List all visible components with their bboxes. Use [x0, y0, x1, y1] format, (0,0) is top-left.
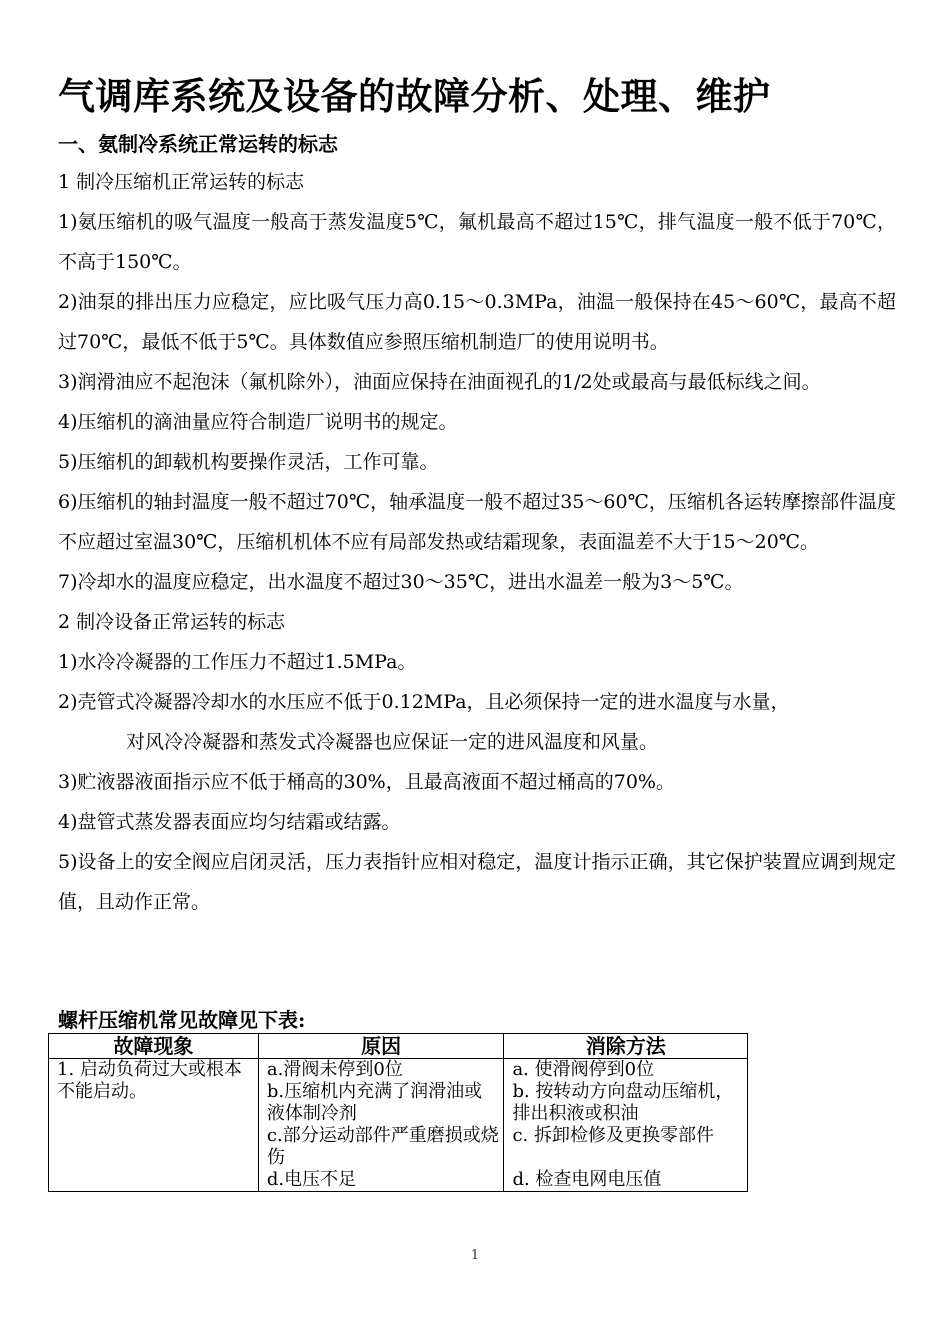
paragraph: 1)氨压缩机的吸气温度一般高于蒸发温度5℃，氟机最高不超过15℃，排气温度一般不低于70℃，不高于150℃。: [58, 211, 896, 273]
remedy-item: b. 按转动方向盘动压缩机，排出积液或积油: [512, 1081, 734, 1124]
column-header: 消除方法: [504, 1034, 748, 1059]
cause-item: c.部分运动部件严重磨损或烧伤: [266, 1125, 499, 1168]
paragraph: 5)设备上的安全阀应启闭灵活，压力表指针应相对稳定，温度计指示正确，其它保护装置应调到规定值，且动作正常。: [58, 851, 896, 913]
paragraph-continuation: 对风冷冷凝器和蒸发式冷凝器也应保证一定的进风温度和风量。: [126, 731, 659, 753]
cause-cell: [258, 1059, 504, 1192]
paragraph: 4)盘管式蒸发器表面应均匀结霜或结露。: [58, 811, 401, 833]
paragraph: 2)壳管式冷凝器冷却水的水压应不低于0.12MPa，且必须保持一定的进水温度与水量，: [58, 691, 790, 713]
section-heading: 一、氨制冷系统正常运转的标志: [58, 132, 338, 156]
cause-item: d.电压不足: [266, 1169, 357, 1190]
table-caption: 螺杆压缩机常见故障见下表:: [58, 1008, 306, 1032]
cell-spacer: [512, 1147, 743, 1169]
paragraph: 6)压缩机的轴封温度一般不超过70℃，轴承温度一般不超过35～60℃，压缩机各运转摩擦部件温度不应超过室温30℃，压缩机机体不应有局部发热或结霜现象，表面温差不大于15～20℃。: [58, 491, 896, 553]
cause-item: b.压缩机内充满了润滑油或液体制冷剂: [266, 1081, 483, 1124]
subsection-heading: 1 制冷压缩机正常运转的标志: [58, 171, 305, 193]
column-header: 原因: [258, 1034, 504, 1059]
paragraph: 1)水冷冷凝器的工作压力不超过1.5MPa。: [58, 651, 417, 673]
table-header-row: [49, 1034, 748, 1059]
paragraph: 4)压缩机的滴油量应符合制造厂说明书的规定。: [58, 411, 458, 433]
column-header: 故障现象: [49, 1034, 259, 1059]
table-row: [49, 1059, 748, 1192]
body-text: [58, 162, 896, 922]
paragraph: 5)压缩机的卸载机构要操作灵活，工作可靠。: [58, 451, 439, 473]
fault-table: [48, 1033, 748, 1192]
paragraph: 2)油泵的排出压力应稳定，应比吸气压力高0.15～0.3MPa，油温一般保持在45～60℃，最高不超过70℃，最低不低于5℃。具体数值应参照压缩机制造厂的使用说明书。: [58, 291, 896, 353]
remedy-item: a. 使滑阀停到0位: [512, 1059, 655, 1080]
cause-item: a.滑阀未停到0位: [266, 1059, 403, 1080]
page-number: 1: [470, 1248, 480, 1263]
remedy-cell: [504, 1059, 748, 1192]
paragraph: 3)贮液器液面指示应不低于桶高的30%，且最高液面不超过桶高的70%。: [58, 771, 675, 793]
remedy-item: c. 拆卸检修及更换零部件: [512, 1125, 714, 1146]
subsection-heading: 2 制冷设备正常运转的标志: [58, 611, 286, 633]
paragraph: 7)冷却水的温度应稳定，出水温度不超过30～35℃，进出水温差一般为3～5℃。: [58, 571, 744, 593]
remedy-item: d. 检查电网电压值: [512, 1169, 662, 1190]
paragraph: 3)润滑油应不起泡沫（氟机除外），油面应保持在油面视孔的1/2处或最高与最低标线之间。: [58, 371, 821, 393]
symptom-cell: 1. 启动负荷过大或根本不能启动。: [49, 1059, 259, 1192]
document-title: 气调库系统及设备的故障分析、处理、维护: [58, 74, 771, 118]
